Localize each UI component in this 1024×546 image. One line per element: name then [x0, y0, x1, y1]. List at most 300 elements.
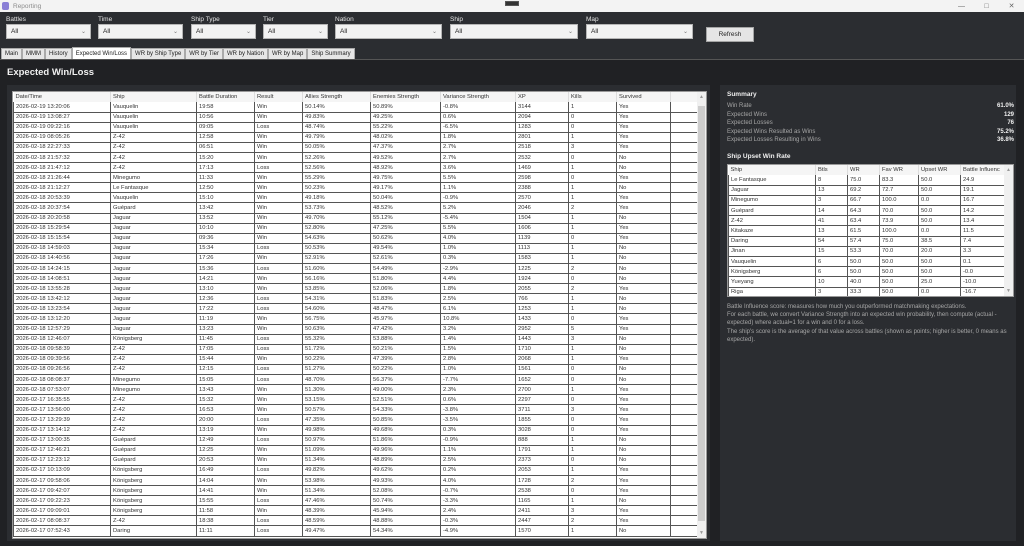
- summary-label: Expected Losses: [727, 120, 773, 126]
- table-cell: Jaguar: [111, 233, 197, 243]
- table-cell: 12:36: [197, 294, 255, 304]
- table-cell: 2: [569, 264, 617, 274]
- summary-value: 75.2%: [996, 128, 1014, 135]
- battle-row[interactable]: [14, 173, 698, 183]
- table-cell: 2026-02-17 13:29:39: [14, 415, 111, 425]
- battle-row[interactable]: [14, 334, 698, 344]
- table-cell: 2.4%: [441, 506, 516, 516]
- column-header[interactable]: Variance Strength: [441, 92, 516, 102]
- table-cell: Yes: [617, 112, 671, 122]
- table-cell: 2801: [516, 132, 569, 142]
- table-cell: 0.6%: [441, 395, 516, 405]
- column-header[interactable]: Date/Time: [14, 92, 111, 102]
- table-cell: 1: [569, 102, 617, 112]
- battle-row[interactable]: [14, 364, 698, 374]
- battle-row[interactable]: [14, 243, 698, 253]
- table-cell: 0.0: [919, 287, 961, 297]
- battle-row[interactable]: [14, 223, 698, 233]
- battle-row[interactable]: [14, 375, 698, 385]
- table-cell: Win: [255, 405, 303, 415]
- battle-row[interactable]: [14, 132, 698, 142]
- table-cell: 19:58: [197, 102, 255, 112]
- table-cell: 1.0%: [441, 364, 516, 374]
- table-cell: Z-42: [111, 415, 197, 425]
- chevron-down-icon: ⌄: [245, 29, 251, 35]
- table-cell: 11:58: [197, 506, 255, 516]
- column-header[interactable]: Fav WR: [880, 165, 919, 175]
- ship-upset-row[interactable]: [729, 257, 1006, 267]
- upset-scrollbar[interactable]: [1004, 165, 1013, 296]
- battle-row[interactable]: [14, 294, 698, 304]
- table-cell: 69.2: [848, 185, 880, 195]
- table-cell: 2373: [516, 455, 569, 465]
- table-cell: 16:53: [197, 405, 255, 415]
- table-cell: Yes: [617, 486, 671, 496]
- table-cell: 1225: [516, 264, 569, 274]
- ship-upset-row[interactable]: [729, 246, 1006, 256]
- table-cell: 50.0: [919, 267, 961, 277]
- table-cell: Yes: [617, 324, 671, 334]
- table-cell: Jaguar: [111, 253, 197, 263]
- table-cell: 5.5%: [441, 173, 516, 183]
- table-cell: 1: [569, 304, 617, 314]
- table-cell-spacer: [671, 304, 698, 314]
- table-cell: 70.0: [880, 206, 919, 216]
- table-cell: 49.00%: [371, 385, 441, 395]
- table-cell-spacer: [671, 193, 698, 203]
- table-cell: 2026-02-18 09:39:56: [14, 354, 111, 364]
- table-cell: Win: [255, 173, 303, 183]
- upset-table-title: Ship Upset Win Rate: [727, 153, 791, 160]
- table-cell: 2026-02-17 10:13:09: [14, 465, 111, 475]
- table-cell: Win: [255, 455, 303, 465]
- ship-dropdown[interactable]: [450, 24, 578, 39]
- battle-influence-note: [727, 303, 1014, 344]
- battle-row[interactable]: [14, 475, 698, 485]
- tab-wr-by-tier[interactable]: WR by Tier: [185, 48, 223, 59]
- table-cell: 15:55: [197, 496, 255, 506]
- table-cell: 47.35%: [303, 415, 371, 425]
- column-header[interactable]: Upset WR: [919, 165, 961, 175]
- table-cell: Z-42: [111, 163, 197, 173]
- table-cell: Königsberg: [111, 334, 197, 344]
- column-header[interactable]: XP: [516, 92, 569, 102]
- table-cell: 100.0: [880, 226, 919, 236]
- tab-history[interactable]: History: [45, 48, 72, 59]
- dropdown-value: All: [11, 28, 19, 35]
- table-cell: Guépard: [729, 206, 816, 216]
- scroll-down-icon[interactable]: ▼: [1006, 288, 1011, 294]
- map-dropdown[interactable]: [586, 24, 693, 39]
- table-cell: 14:41: [197, 486, 255, 496]
- table-cell-spacer: [671, 253, 698, 263]
- ship-upset-row[interactable]: [729, 216, 1006, 226]
- table-cell: 25.0: [919, 277, 961, 287]
- tab-wr-by-map[interactable]: WR by Map: [268, 48, 307, 59]
- table-cell: 51.09%: [303, 445, 371, 455]
- table-cell: 55.29%: [303, 173, 371, 183]
- table-cell: 1.1%: [441, 445, 516, 455]
- table-cell: Kitakaze: [729, 226, 816, 236]
- scrollbar-thumb[interactable]: [698, 106, 705, 521]
- battle-row[interactable]: [14, 354, 698, 364]
- table-cell: 1583: [516, 253, 569, 263]
- table-cell: 1: [569, 445, 617, 455]
- close-icon[interactable]: ✕: [1008, 3, 1015, 10]
- ship-upset-row[interactable]: [729, 277, 1006, 287]
- table-cell: 2570: [516, 193, 569, 203]
- table-cell-spacer: [671, 496, 698, 506]
- table-cell: 1791: [516, 445, 569, 455]
- table-cell: 47.42%: [371, 324, 441, 334]
- table-cell: 1: [569, 294, 617, 304]
- table-cell: 49.79%: [303, 132, 371, 142]
- battle-row[interactable]: [14, 284, 698, 294]
- table-cell: 49.54%: [371, 243, 441, 253]
- scroll-down-icon[interactable]: ▼: [699, 530, 704, 536]
- battle-row[interactable]: [14, 344, 698, 354]
- dropdown-value: All: [340, 28, 348, 35]
- table-cell: 5: [569, 324, 617, 334]
- battle-row[interactable]: [14, 435, 698, 445]
- table-cell: 8: [816, 175, 848, 185]
- table-cell: Win: [255, 112, 303, 122]
- table-cell: Loss: [255, 163, 303, 173]
- table-cell: 75.0: [848, 175, 880, 185]
- table-cell: 2447: [516, 516, 569, 526]
- table-cell: No: [617, 364, 671, 374]
- chevron-down-icon: ⌄: [431, 29, 437, 35]
- table-cell: No: [617, 294, 671, 304]
- battle-row[interactable]: [14, 314, 698, 324]
- table-cell: Jaguar: [729, 185, 816, 195]
- table-cell: 1283: [516, 122, 569, 132]
- filter-ship: [450, 15, 578, 39]
- table-cell: -5.4%: [441, 213, 516, 223]
- table-cell: Jaguar: [111, 324, 197, 334]
- table-cell-spacer: [671, 142, 698, 152]
- ship-upset-row[interactable]: [729, 175, 1006, 185]
- table-cell: Yes: [617, 405, 671, 415]
- table-cell-spacer: [671, 314, 698, 324]
- column-header[interactable]: Allies Strength: [303, 92, 371, 102]
- ship-upset-row[interactable]: [729, 195, 1006, 205]
- table-cell: 17:26: [197, 253, 255, 263]
- table-cell: Riga: [729, 287, 816, 297]
- restore-icon[interactable]: □: [984, 2, 989, 10]
- table-cell: 2046: [516, 203, 569, 213]
- table-cell: 2026-02-18 13:12:20: [14, 314, 111, 324]
- table-cell: 2.5%: [441, 455, 516, 465]
- battle-row[interactable]: [14, 233, 698, 243]
- table-cell: 45.97%: [371, 314, 441, 324]
- battle-row[interactable]: [14, 405, 698, 415]
- table-cell: 0: [569, 395, 617, 405]
- tab-mmm[interactable]: MMM: [22, 48, 45, 59]
- time-dropdown[interactable]: [98, 24, 183, 39]
- battle-row[interactable]: [14, 395, 698, 405]
- ship-upset-row[interactable]: [729, 226, 1006, 236]
- table-cell: 2026-02-18 13:55:28: [14, 284, 111, 294]
- table-cell: 2026-02-18 07:53:07: [14, 385, 111, 395]
- table-cell: 11:11: [197, 526, 255, 536]
- table-cell: 51.30%: [303, 385, 371, 395]
- table-cell: 53.85%: [303, 284, 371, 294]
- table-cell: 3028: [516, 425, 569, 435]
- table-cell-spacer: [671, 294, 698, 304]
- table-cell: Guépard: [111, 435, 197, 445]
- table-cell: 2026-02-18 15:15:54: [14, 233, 111, 243]
- table-cell: -3.5%: [441, 415, 516, 425]
- table-cell: 2026-02-18 21:12:27: [14, 183, 111, 193]
- table-cell-spacer: [671, 132, 698, 142]
- table-cell: 13.4: [961, 216, 1006, 226]
- table-cell: Loss: [255, 364, 303, 374]
- table-cell: 3: [569, 142, 617, 152]
- table-cell: 52.80%: [303, 223, 371, 233]
- table-cell: Win: [255, 132, 303, 142]
- table-cell: 49.47%: [303, 526, 371, 536]
- table-cell: Loss: [255, 243, 303, 253]
- table-cell: -0.7%: [441, 486, 516, 496]
- table-cell: 13: [816, 185, 848, 195]
- table-cell: 10:10: [197, 223, 255, 233]
- column-header[interactable]: Survived: [617, 92, 671, 102]
- tab-wr-by-nation[interactable]: WR by Nation: [223, 48, 268, 59]
- table-cell: 51.86%: [371, 435, 441, 445]
- battle-row[interactable]: [14, 304, 698, 314]
- dropdown-value: All: [591, 28, 599, 35]
- table-cell: 51.60%: [303, 264, 371, 274]
- minimize-icon[interactable]: —: [958, 2, 965, 10]
- column-header[interactable]: Btls: [816, 165, 848, 175]
- table-cell: 0: [569, 274, 617, 284]
- table-cell: 2026-02-17 12:23:12: [14, 455, 111, 465]
- table-cell: 48.02%: [371, 132, 441, 142]
- table-cell: 53.73%: [303, 203, 371, 213]
- table-cell: 3: [569, 405, 617, 415]
- battle-row[interactable]: [14, 274, 698, 284]
- table-cell: 2026-02-19 13:20:06: [14, 102, 111, 112]
- battles-scrollbar[interactable]: [697, 92, 706, 538]
- tab-ship-summary[interactable]: Ship Summary: [307, 48, 354, 59]
- battle-row[interactable]: [14, 455, 698, 465]
- table-cell: 11.5: [961, 226, 1006, 236]
- battle-row[interactable]: [14, 526, 698, 536]
- battle-row[interactable]: [14, 213, 698, 223]
- table-cell: 49.75%: [371, 173, 441, 183]
- battle-row[interactable]: [14, 465, 698, 475]
- table-cell: 0: [569, 455, 617, 465]
- column-header[interactable]: Ship: [111, 92, 197, 102]
- battle-row[interactable]: [14, 415, 698, 425]
- tier-dropdown[interactable]: [263, 24, 328, 39]
- battle-row[interactable]: [14, 486, 698, 496]
- table-cell: Guépard: [111, 455, 197, 465]
- table-cell: Minegumo: [111, 375, 197, 385]
- column-header[interactable]: Kills: [569, 92, 617, 102]
- table-cell: 40.0: [848, 277, 880, 287]
- table-cell: 2026-02-17 09:09:01: [14, 506, 111, 516]
- table-cell: 1253: [516, 304, 569, 314]
- battle-row[interactable]: [14, 264, 698, 274]
- table-cell: 50.74%: [371, 496, 441, 506]
- ship-upset-row[interactable]: [729, 185, 1006, 195]
- table-cell: 0: [569, 415, 617, 425]
- table-cell-spacer: [671, 264, 698, 274]
- battle-row[interactable]: [14, 425, 698, 435]
- table-cell: 54.60%: [303, 304, 371, 314]
- table-cell: 5.2%: [441, 203, 516, 213]
- table-cell: Z-42: [111, 364, 197, 374]
- table-cell: 1: [569, 253, 617, 263]
- table-cell: 50.04%: [371, 193, 441, 203]
- table-cell: 49.83%: [303, 112, 371, 122]
- table-cell: -4.9%: [441, 526, 516, 536]
- refresh-button[interactable]: Refresh: [706, 27, 754, 42]
- tab-wr-by-ship-type[interactable]: WR by Ship Type: [131, 48, 185, 59]
- table-cell-spacer: [671, 344, 698, 354]
- column-header[interactable]: Battle Duration: [197, 92, 255, 102]
- table-cell: 2026-02-18 13:23:54: [14, 304, 111, 314]
- table-cell: Jaguar: [111, 264, 197, 274]
- table-cell: 2026-02-18 14:08:51: [14, 274, 111, 284]
- table-cell: 0: [569, 122, 617, 132]
- battle-row[interactable]: [14, 203, 698, 213]
- column-header[interactable]: Result: [255, 92, 303, 102]
- battle-row[interactable]: [14, 112, 698, 122]
- table-cell: Win: [255, 193, 303, 203]
- summary-panel: [720, 85, 1016, 541]
- table-cell-spacer: [671, 102, 698, 112]
- column-header[interactable]: Enemies Strength: [371, 92, 441, 102]
- battle-row[interactable]: [14, 102, 698, 112]
- table-cell: 50.0: [848, 257, 880, 267]
- table-cell: -3.3%: [441, 496, 516, 506]
- table-cell: Königsberg: [111, 475, 197, 485]
- table-cell: Yes: [617, 385, 671, 395]
- battle-row[interactable]: [14, 445, 698, 455]
- table-cell: Minegumo: [111, 385, 197, 395]
- scroll-up-icon[interactable]: ▲: [699, 94, 704, 100]
- battle-row[interactable]: [14, 193, 698, 203]
- column-header[interactable]: WR: [848, 165, 880, 175]
- table-cell: 0.0: [919, 226, 961, 236]
- table-cell: 1570: [516, 526, 569, 536]
- ship-upset-row[interactable]: [729, 206, 1006, 216]
- table-cell: 1139: [516, 233, 569, 243]
- table-cell: Königsberg: [111, 496, 197, 506]
- table-cell: 17:22: [197, 304, 255, 314]
- tab-expected-win-loss[interactable]: Expected Win/Loss: [72, 47, 131, 59]
- table-cell: 13:43: [197, 385, 255, 395]
- column-header[interactable]: Ship: [729, 165, 816, 175]
- column-header[interactable]: Battle Influenc: [961, 165, 1006, 175]
- battle-row[interactable]: [14, 385, 698, 395]
- ship-upset-row[interactable]: [729, 287, 1006, 297]
- table-cell: Jaguar: [111, 274, 197, 284]
- tab-main[interactable]: Main: [1, 48, 22, 59]
- battle-row[interactable]: [14, 516, 698, 526]
- table-cell: 1504: [516, 213, 569, 223]
- table-cell: 1165: [516, 496, 569, 506]
- table-cell: 16.7: [961, 195, 1006, 205]
- table-cell: 50.0: [880, 277, 919, 287]
- scroll-up-icon[interactable]: ▲: [1006, 167, 1011, 173]
- table-cell: 4.0%: [441, 233, 516, 243]
- table-cell: 55.12%: [371, 213, 441, 223]
- tab-strip: [0, 48, 1024, 60]
- dropdown-value: All: [455, 28, 463, 35]
- battles-panel: [7, 85, 710, 541]
- battle-row[interactable]: [14, 324, 698, 334]
- table-cell: No: [617, 152, 671, 162]
- table-cell: 0: [569, 486, 617, 496]
- battle-row[interactable]: [14, 496, 698, 506]
- note-line: Battle Influence score: measures how much you outperformed matchmaking expectations.: [727, 304, 967, 310]
- table-cell: 48.70%: [303, 375, 371, 385]
- ship-upset-row[interactable]: [729, 236, 1006, 246]
- table-cell: 1.5%: [441, 344, 516, 354]
- table-cell: Win: [255, 284, 303, 294]
- table-cell: Königsberg: [111, 465, 197, 475]
- battles-dropdown[interactable]: [6, 24, 91, 39]
- ship-upset-row[interactable]: [729, 267, 1006, 277]
- table-cell: 50.23%: [303, 183, 371, 193]
- table-cell: Loss: [255, 496, 303, 506]
- table-cell: 72.7: [880, 185, 919, 195]
- battle-row[interactable]: [14, 506, 698, 516]
- battle-row[interactable]: [14, 122, 698, 132]
- battle-row[interactable]: [14, 152, 698, 162]
- table-cell: Win: [255, 233, 303, 243]
- table-cell: 50.85%: [371, 415, 441, 425]
- table-cell: 2026-02-18 14:40:56: [14, 253, 111, 263]
- battle-row[interactable]: [14, 142, 698, 152]
- table-cell: -0.8%: [441, 102, 516, 112]
- table-cell: Z-42: [729, 216, 816, 226]
- nation-dropdown[interactable]: [335, 24, 442, 39]
- table-cell: 0: [569, 152, 617, 162]
- table-cell: Jaguar: [111, 213, 197, 223]
- table-cell-spacer: [671, 385, 698, 395]
- table-cell-spacer: [671, 243, 698, 253]
- table-cell: 48.39%: [303, 506, 371, 516]
- filter-label: Ship Type: [191, 16, 220, 23]
- table-cell: Yes: [617, 142, 671, 152]
- table-cell: 1: [569, 163, 617, 173]
- battle-row[interactable]: [14, 163, 698, 173]
- battle-row[interactable]: [14, 183, 698, 193]
- table-cell: Yes: [617, 475, 671, 485]
- table-cell: 2532: [516, 152, 569, 162]
- table-cell: 15:44: [197, 354, 255, 364]
- table-cell: 45.94%: [371, 506, 441, 516]
- table-cell: Win: [255, 395, 303, 405]
- battle-row[interactable]: [14, 253, 698, 263]
- table-cell: 17:13: [197, 163, 255, 173]
- table-cell: Win: [255, 385, 303, 395]
- table-cell: 2053: [516, 465, 569, 475]
- table-cell-spacer: [671, 183, 698, 193]
- table-cell: 11:33: [197, 173, 255, 183]
- table-cell-spacer: [671, 284, 698, 294]
- table-cell: 888: [516, 435, 569, 445]
- table-cell: 1: [569, 526, 617, 536]
- table-cell: 50.21%: [371, 344, 441, 354]
- ship-type-dropdown[interactable]: [191, 24, 256, 39]
- table-cell: 53.3: [848, 246, 880, 256]
